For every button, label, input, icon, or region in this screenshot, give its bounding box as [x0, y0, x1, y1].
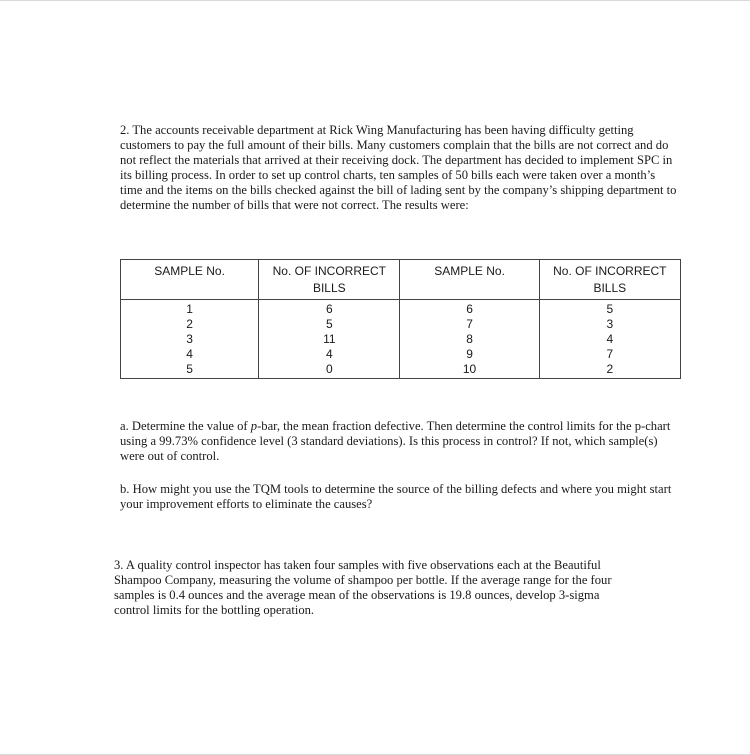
cell-incorrect: 7	[539, 347, 680, 362]
cell-sample: 3	[121, 332, 259, 347]
cell-sample: 5	[121, 362, 259, 379]
cell-incorrect: 2	[539, 362, 680, 379]
part-a-text-start: a. Determine the value of	[120, 419, 251, 433]
cell-sample: 9	[400, 347, 539, 362]
cell-incorrect: 11	[259, 332, 400, 347]
cell-incorrect: 5	[259, 317, 400, 332]
cell-sample: 10	[400, 362, 539, 379]
header-sample-no-2: SAMPLE No.	[400, 260, 539, 300]
cell-sample: 8	[400, 332, 539, 347]
cell-incorrect: 5	[539, 300, 680, 318]
question-3-text: 3. A quality control inspector has taken four samples with five observations each at the Beautiful Shampoo Company, measuring the volume of shampoo per bottle. If the average range for the four samples is 0.4 ounces and the average mean of the observations is 19.8 ounces, develop 3-sigma control limits for the bottling operation.	[114, 558, 612, 617]
cell-incorrect: 6	[259, 300, 400, 318]
table-row	[121, 332, 681, 347]
table-row	[121, 317, 681, 332]
cell-sample: 7	[400, 317, 539, 332]
incorrect-bills-table	[120, 259, 681, 379]
table-row	[121, 362, 681, 379]
part-a-italic-p: p	[250, 419, 258, 433]
cell-incorrect: 3	[539, 317, 680, 332]
part-a-text-end: -bar, the mean fraction defective. Then determine the control limits for the p-chart using a 99.73% confidence level (3 standard deviations). Is this process in control? If not, which sample(s) were out of control.	[120, 419, 671, 463]
question-2-part-b: b. How might you use the TQM tools to determine the source of the billing defects and where you might start your improvement efforts to eliminate the causes?	[120, 482, 672, 511]
cell-incorrect: 4	[259, 347, 400, 362]
cell-sample: 2	[121, 317, 259, 332]
question-2-intro: 2. The accounts receivable department at Rick Wing Manufacturing has been having difficulty getting customers to pay the full amount of their bills. Many customers complain that the bills are not correct and do not reflect the materials that arrived at their receiving dock. The department has decided to implement SPC in its billing process. In order to set up control charts, ten samples of 50 bills each were taken over a month’s time and the items on the bills checked against the bill of lading sent by the company’s shipping department to determine the number of bills that were not correct. The results were:	[120, 123, 677, 212]
cell-incorrect: 0	[259, 362, 400, 379]
header-incorrect-bills-2: No. OF INCORRECT BILLS	[539, 260, 680, 300]
header-sample-no: SAMPLE No.	[121, 260, 259, 300]
table-row	[121, 347, 681, 362]
cell-sample: 4	[121, 347, 259, 362]
header-incorrect-bills: No. OF INCORRECT BILLS	[259, 260, 400, 300]
table-header-row	[121, 260, 681, 300]
cell-sample: 6	[400, 300, 539, 318]
question-2-part-a	[120, 419, 680, 464]
cell-sample: 1	[121, 300, 259, 318]
cell-incorrect: 4	[539, 332, 680, 347]
table-row	[121, 300, 681, 318]
